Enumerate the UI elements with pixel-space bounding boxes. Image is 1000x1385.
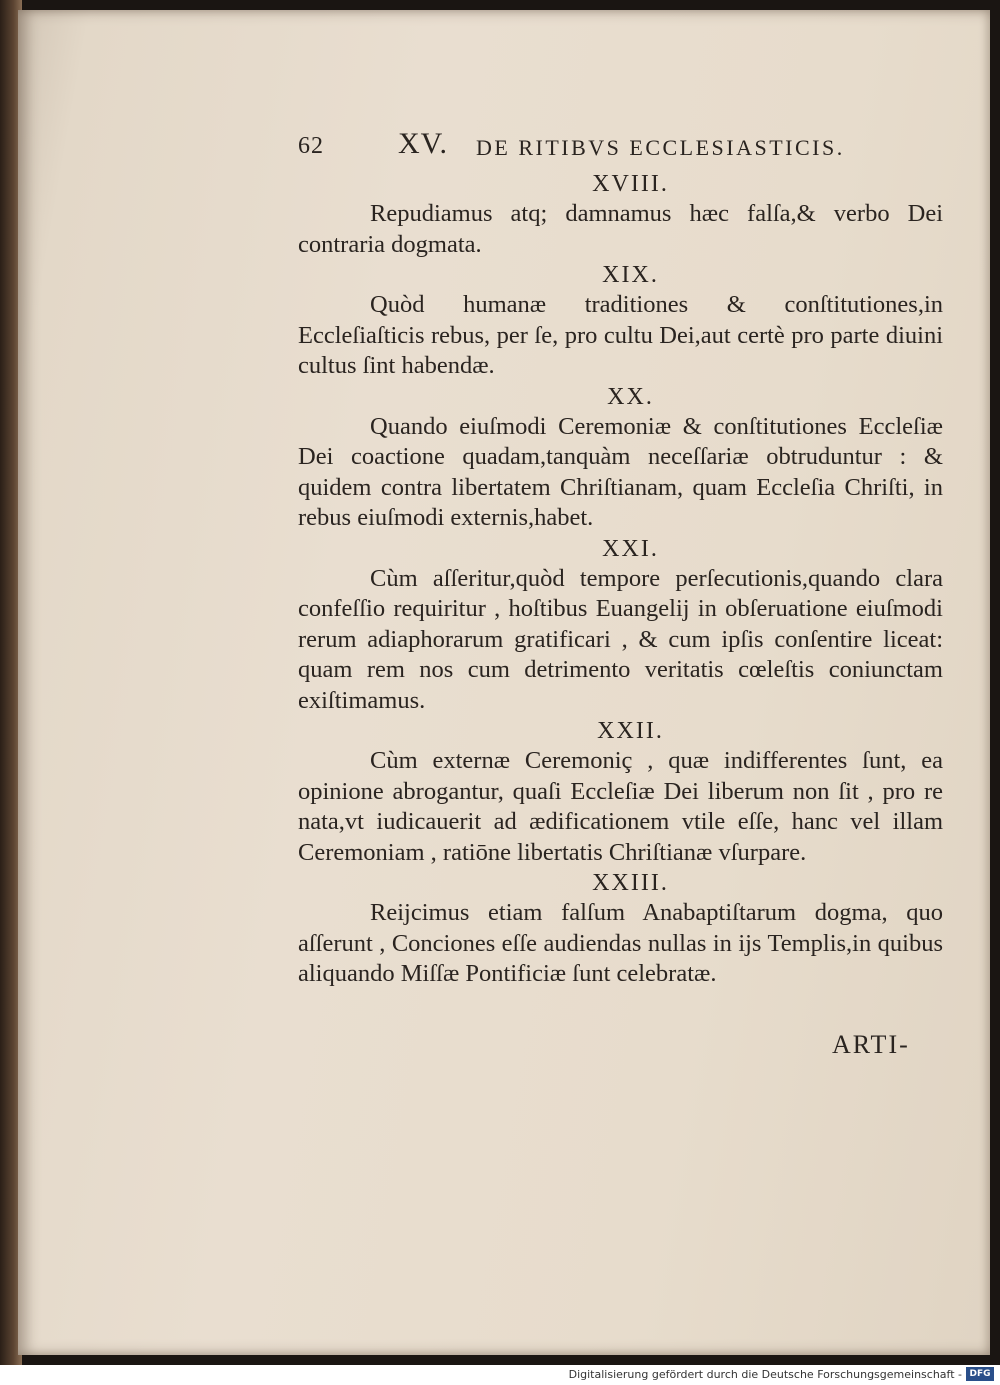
article-text: Cùm externæ Ceremoniç , quæ indifferentes ſunt, ea opinione abrogantur, quaſi Eccleſiæ Dei liberum non ſit , pro re nata,vt iudicauerit ad ædificationem vtile eſſe, hanc vel illam Ceremoniam , ratiōne libertatis Chriſtianæ vſurpare. — [298, 747, 943, 866]
article-21 — [278, 534, 943, 717]
article-18 — [278, 169, 943, 260]
catchword: ARTI- — [832, 1030, 910, 1059]
article-text: Cùm aſſeritur,quòd tempore perſecutionis,quando clara confeſſio requiritur , hoſtibus Euangelij in obſeruatione eiuſmodi rerum adiaphorarum gratificari , & cum ipſis conſentire liceat: quam rem nos cum detrimento veritatis cœleſtis coniunctam exiſtimamus. — [298, 564, 943, 714]
article-text: Reijcimus etiam falſum Anabaptiſtarum dogma, quo aſſerunt , Conciones eſſe audiendas nullas in ijs Templis,in quibus aliquando Miſſæ Pontificiæ ſunt celebratæ. — [298, 899, 943, 987]
article-text: Repudiamus atq; damnamus hæc falſa,& verbo Dei contraria dogmata. — [298, 200, 943, 258]
article-numeral: XXII. — [597, 718, 664, 744]
article-numeral: XIX. — [602, 262, 659, 288]
article-text: Quando eiuſmodi Ceremoniæ & conſtitutiones Eccleſiæ Dei coactione quadam,tanquàm neceſſariæ obtruduntur : & quidem contra libertatem Chriſtianam, quam Eccleſia Chriſti, in rebus eiuſmodi externis,habet. — [298, 412, 943, 531]
chapter-number: XV. — [398, 127, 448, 160]
article-22 — [278, 716, 943, 868]
article-23 — [278, 868, 943, 990]
article-text: Quòd humanæ traditiones & conſtitutiones,in Eccleſiaſticis rebus, per ſe, pro cultu Dei,aut certè pro parte diuini cultus ſint habendæ. — [298, 291, 943, 379]
article-20 — [278, 382, 943, 534]
footer-bar — [0, 1365, 1000, 1385]
dfg-logo-icon: DFG — [966, 1367, 994, 1381]
running-title: DE RITIBVS ECCLESIASTICIS. — [476, 135, 845, 160]
page-number: 62 — [298, 133, 324, 159]
digitization-credit: Digitalisierung gefördert durch die Deutsche Forschungsgemeinschaft - — [568, 1368, 962, 1381]
running-head — [278, 125, 943, 169]
article-numeral: XXIII. — [592, 870, 669, 896]
article-19 — [278, 260, 943, 382]
page-text-block — [278, 125, 943, 990]
article-numeral: XXI. — [602, 535, 659, 562]
article-numeral: XX. — [607, 383, 654, 410]
article-numeral: XVIII. — [592, 171, 669, 197]
